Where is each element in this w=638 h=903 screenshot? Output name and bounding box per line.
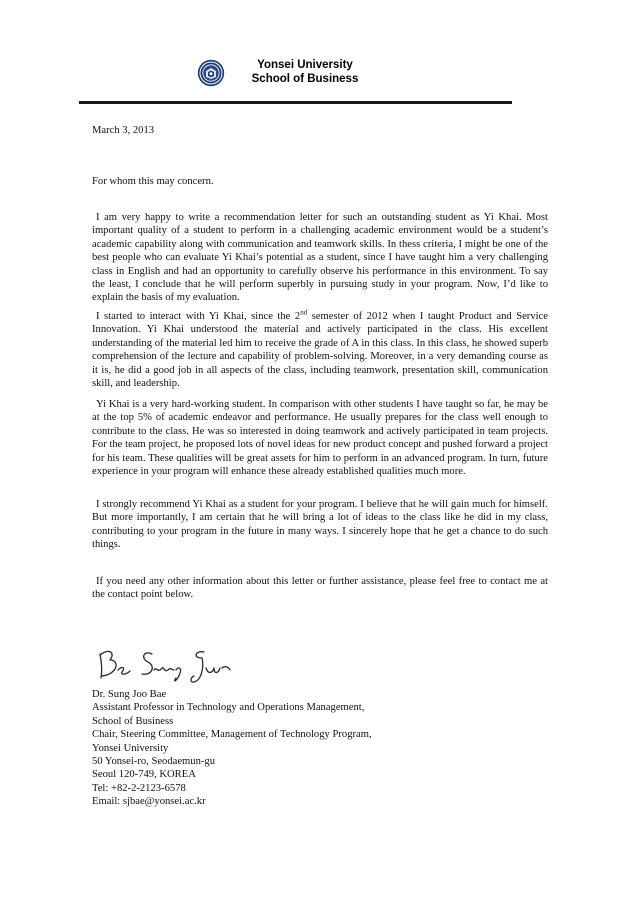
ordinal-suffix: nd — [300, 308, 308, 317]
letter-date: March 3, 2013 — [92, 125, 155, 136]
university-name: Yonsei University — [257, 59, 353, 71]
university-seal-icon — [197, 59, 225, 87]
paragraph-text: I started to interact with Yi Khai, since the 2 — [96, 311, 301, 322]
paragraph-recommendation: I strongly recommend Yi Khai as a student for your program. I believe that he will gain much for himself. But more importantly, I am certain that he will bring a lot of ideas to the class like he did in my class, contributing to your program in the future in many ways. I sincerely hope that he get a chance to do such things. — [92, 499, 548, 551]
school-name: School of Business — [251, 73, 359, 85]
salutation: For whom this may concern. — [92, 176, 214, 187]
signature-block — [92, 688, 372, 809]
letterhead — [0, 56, 638, 106]
phone-number: Tel: +82-2-2123-6578 — [92, 782, 186, 794]
signer-university: Yonsei University — [92, 742, 169, 754]
header-divider — [79, 101, 512, 104]
signer-school: School of Business — [92, 715, 174, 727]
paragraph-class-experience — [92, 310, 548, 390]
handwritten-signature — [92, 640, 242, 688]
paragraph-work-ethic: Yi Khai is a very hard-working student. In comparison with other students I have taught so far, he may be at the top 5% of academic endeavor and performance. He usually prepares for the class well enough to contribute to the class. He was so interested in doing teamwork and actively participated in team projects. For the team project, he proposed lots of novel ideas for new product concept and pushed forward a project for his team. These qualities will be great assets for him to perform in an advanced program. In turn, future experience in your program will enhance these already established qualities much more. — [92, 399, 548, 478]
paragraph-contact: If you need any other information about this letter or further assistance, please feel free to contact me at the contact point below. — [92, 576, 548, 601]
signer-name: Dr. Sung Joo Bae — [92, 689, 167, 700]
email-address: Email: sjbae@yonsei.ac.kr — [92, 796, 206, 808]
paragraph-intro: I am very happy to write a recommendation letter for such an outstanding student as Yi Khai. Most important quality of a student to perform in a challenging academic environment would be a student’s academic capability along with communication and teamwork skills. In thess criteria, I might be one of the best people who can evaluate Yi Khai’s potential as a student, since I have taught him a very challenging class in English and had an opportunity to carefully observe his performance in this environment. To say the least, I conclude that he will perform superbly in pursuing study in your program. Now, I’d like to explain the basis of my evaluation. — [92, 212, 548, 304]
address-city: Seoul 120-749, KOREA — [92, 769, 196, 781]
paragraph-text: semester of 2012 when I taught Product and Service Innovation. Yi Khai understood the material and actively participated in the class. His excellent understanding of the material led him to receive the grade of A in this class. In this class, he showed superb comprehension of the lecture and capability of problem-solving. Moreover, in a very demanding course as it is, he did a good job in all aspects of the class, including teamwork, presentation skill, communication skill, and leadership. — [92, 311, 548, 390]
signer-committee: Chair, Steering Committee, Management of Technology Program, — [92, 729, 372, 741]
address-street: 50 Yonsei-ro, Seodaemun-gu — [92, 756, 215, 768]
signer-title: Assistant Professor in Technology and Operations Management, — [92, 702, 365, 714]
